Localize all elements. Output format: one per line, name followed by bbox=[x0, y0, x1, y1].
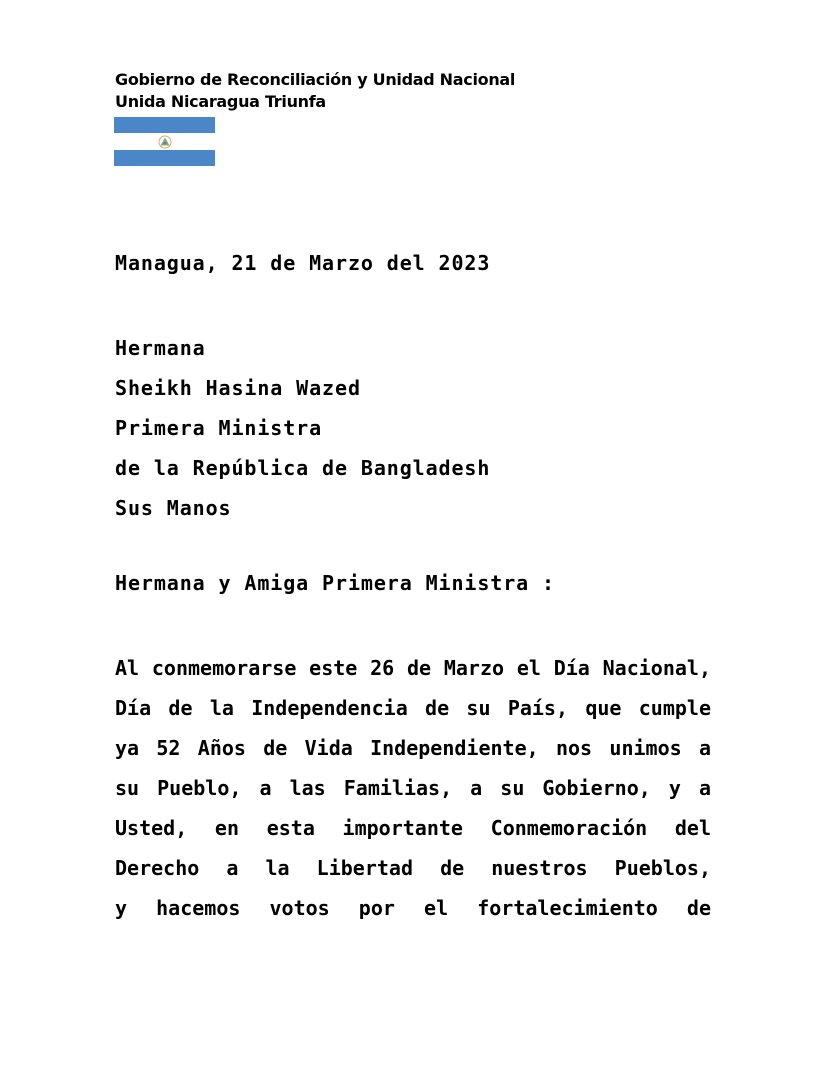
letter-date: Managua, 21 de Marzo del 2023 bbox=[115, 251, 491, 275]
body-line: Al conmemorarse este 26 de Marzo el Día Nacional, bbox=[115, 656, 711, 680]
letterhead-slogan: Unida Nicaragua Triunfa bbox=[115, 92, 326, 111]
recipient-line: Sus Manos bbox=[115, 496, 232, 520]
flag-emblem-icon bbox=[158, 135, 172, 149]
letterhead-government-name: Gobierno de Reconciliación y Unidad Nacional bbox=[115, 70, 516, 89]
body-line: y hacemos votos por el fortalecimiento de bbox=[115, 896, 711, 920]
recipient-line: Hermana bbox=[115, 336, 206, 360]
flag-top-stripe bbox=[114, 117, 215, 133]
recipient-block bbox=[115, 328, 490, 528]
letterhead bbox=[115, 69, 515, 113]
body-line: Derecho a la Libertad de nuestros Pueblos, bbox=[115, 856, 711, 880]
flag-bottom-stripe bbox=[114, 150, 215, 166]
body-line: ya 52 Años de Vida Independiente, nos unimos a bbox=[115, 736, 711, 760]
recipient-line: Primera Ministra bbox=[115, 416, 323, 440]
recipient-line: de la República de Bangladesh bbox=[115, 456, 491, 480]
recipient-line: Sheikh Hasina Wazed bbox=[115, 376, 361, 400]
body-line: Día de la Independencia de su País, que cumple bbox=[115, 696, 711, 720]
body-line: su Pueblo, a las Familias, a su Gobierno, y a bbox=[115, 776, 711, 800]
body-line: Usted, en esta importante Conmemoración del bbox=[115, 816, 711, 840]
salutation: Hermana y Amiga Primera Ministra : bbox=[115, 571, 555, 595]
letter-body bbox=[115, 648, 711, 928]
nicaragua-flag-icon bbox=[114, 117, 215, 166]
